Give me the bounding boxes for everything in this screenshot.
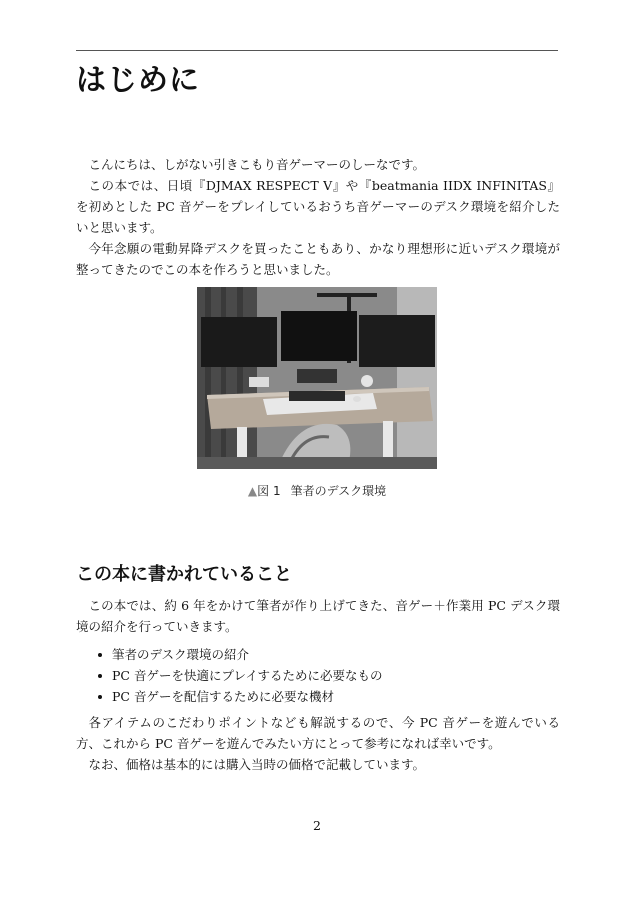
figure-number: 図 1	[257, 484, 281, 498]
section-paragraph: なお、価格は基本的には購入当時の価格で記載しています。	[88, 757, 426, 772]
page-number: 2	[313, 818, 321, 833]
list-item	[98, 686, 382, 707]
intro-text	[76, 154, 560, 280]
bullet-icon	[98, 653, 102, 657]
list-item	[98, 644, 382, 665]
figure-caption	[0, 482, 634, 500]
list-item-text: PC 音ゲーを配信するために必要な機材	[112, 689, 334, 704]
bullet-icon	[98, 695, 102, 699]
section-text-2	[76, 712, 560, 775]
section-title: この本に書かれていること	[76, 564, 292, 585]
triangle-icon: ▲	[247, 484, 258, 498]
intro-paragraph: こんにちは、しがない引きこもり音ゲーマーのしーなです。	[88, 157, 426, 172]
section-paragraph: この本では、約 6 年をかけて筆者が作り上げてきた、音ゲー＋作業用 PC デスク環境の紹介を行っていきます。	[76, 598, 560, 634]
list-item	[98, 665, 382, 686]
section-paragraph: 各アイテムのこだわりポイントなども解説するので、今 PC 音ゲーを遊んでいる方、これから PC 音ゲーを遊んでみたい方にとって参考になれば幸いです。	[76, 715, 560, 751]
bullet-list	[98, 644, 382, 707]
section-text	[76, 595, 560, 637]
bullet-icon	[98, 674, 102, 678]
intro-paragraph: この本では、日頃『DJMAX RESPECT V』や『beatmania IIDX INFINITAS』を初めとした PC 音ゲーをプレイしているおうち音ゲーマーのデスク環境を紹介したいと思います。	[76, 178, 560, 235]
list-item-text: PC 音ゲーを快適にプレイするために必要なもの	[112, 668, 383, 683]
chapter-title: はじめに	[76, 63, 200, 98]
desk-photo	[197, 287, 437, 469]
intro-paragraph: 今年念願の電動昇降デスクを買ったこともあり、かなり理想形に近いデスク環境が整ってきたのでこの本を作ろうと思いました。	[76, 241, 560, 277]
figure-caption-text: 筆者のデスク環境	[290, 484, 387, 498]
list-item-text: 筆者のデスク環境の紹介	[112, 647, 250, 662]
header-rule	[76, 50, 558, 51]
